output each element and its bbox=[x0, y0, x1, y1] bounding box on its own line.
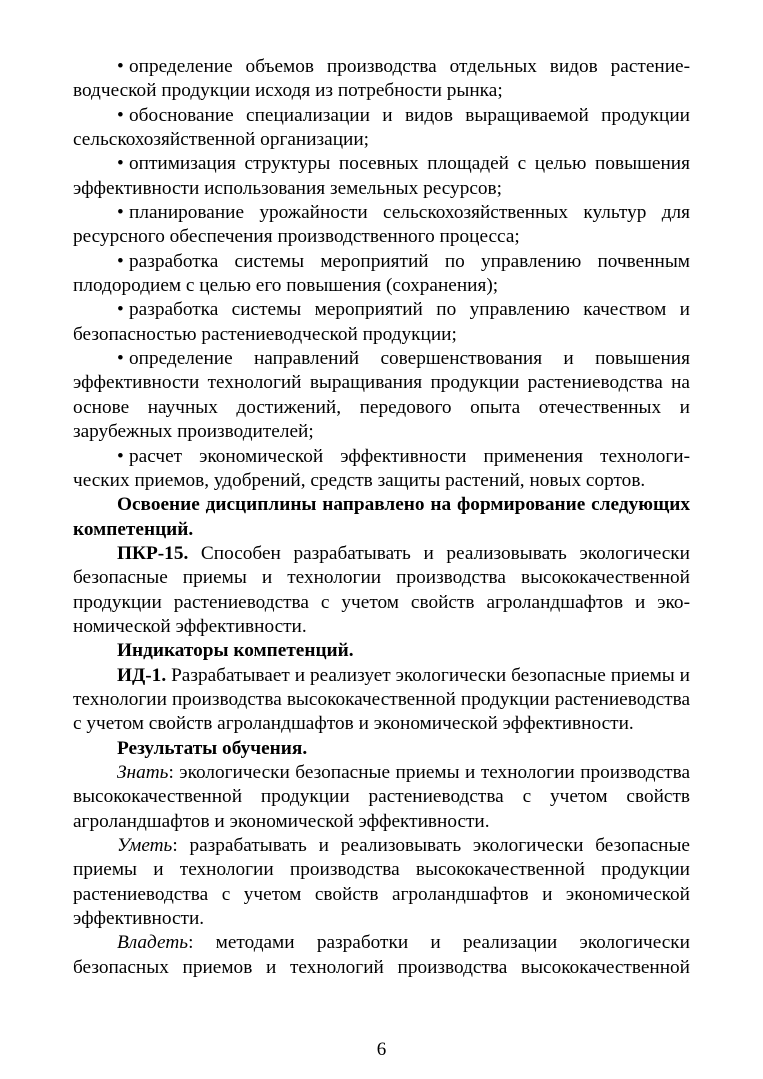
can-text: : разрабатывать и реализовывать экологически безопасные приемы и технологии производства высококачественной продукции растениеводства с учетом свойств агроландшафтов и экономической эффективности. bbox=[73, 835, 690, 930]
bullet-item-3 bbox=[73, 152, 690, 201]
pkr-code: ПКР-15. bbox=[117, 542, 189, 564]
bullet-text: обоснование специализации и видов выращиваемой продукции сельскохозяйственной организации; bbox=[73, 104, 690, 151]
bullet-text: планирование урожайности сельскохозяйственных культур для ресурсного обеспечения производственного процесса; bbox=[73, 202, 690, 248]
bullet-text: разработка системы мероприятий по управлению почвенным плодородием с целью его повышения (сохранения); bbox=[73, 250, 690, 297]
know-label: Знать bbox=[117, 761, 169, 783]
own-label: Владеть bbox=[117, 932, 189, 954]
bullet-text: оптимизация структуры посевных площадей с целью повышения эффективности использования земельных ресурсов; bbox=[73, 153, 690, 199]
bullet-item-1 bbox=[73, 55, 690, 104]
page-number: 6 bbox=[376, 1039, 387, 1060]
pkr-text: Способен разрабатывать и реализовывать экологически безопасные приемы и технологии производства высококачественной продукции растениеводства с учетом свойств агроландшафтов и экономической эффективности. bbox=[73, 542, 690, 637]
id1-code: ИД-1. bbox=[117, 664, 167, 686]
own-text: : методами разработки и реализации экологически безопасных приемов и технологий производства высококачественной bbox=[73, 932, 690, 978]
bullet-icon: • bbox=[117, 153, 124, 175]
bullet-item-4 bbox=[73, 201, 690, 250]
bullet-text: определение направлений совершенствования и повышения эффективности технологий выращивания продукции растениеводства на основе научных достижений, передового опыта отечественных и зарубежных производителей; bbox=[73, 348, 690, 443]
bullet-item-2 bbox=[73, 104, 690, 153]
bullet-item-8 bbox=[73, 445, 690, 494]
page-body bbox=[73, 55, 690, 980]
bullet-item-5 bbox=[73, 250, 690, 299]
bullet-item-7 bbox=[73, 347, 690, 444]
bullet-icon: • bbox=[117, 104, 124, 126]
pkr-competency bbox=[73, 542, 690, 639]
own-result bbox=[73, 931, 690, 980]
id1-indicator bbox=[73, 664, 690, 737]
results-heading: Результаты обучения. bbox=[117, 737, 308, 759]
bullet-item-6 bbox=[73, 298, 690, 347]
id1-text: Разрабатывает и реализует экологически безопасные приемы и технологии производства высококачественной продукции растениеводства с учетом свойств агроландшафтов и экономической эффективности. bbox=[73, 664, 690, 735]
know-text: : экологически безопасные приемы и технологии производства высококачественной продукции растениеводства с учетом свойств агроландшафтов и экономической эффективности. bbox=[73, 761, 690, 832]
bullet-icon: • bbox=[117, 250, 124, 272]
can-result bbox=[73, 834, 690, 931]
competencies-heading: Освоение дисциплины направлено на формирование следующих компетенций. bbox=[73, 494, 690, 540]
bullet-icon: • bbox=[117, 445, 124, 467]
indicators-heading: Индикаторы компетенций. bbox=[117, 640, 354, 662]
can-label: Уметь bbox=[117, 835, 173, 856]
bullet-icon: • bbox=[117, 56, 124, 77]
bullet-icon: • bbox=[117, 299, 124, 321]
bullet-icon: • bbox=[117, 348, 124, 370]
bullet-text: определение объемов производства отдельных видов растениеводческой продукции исходя из потребности рынка; bbox=[73, 56, 690, 102]
bullet-text: расчет экономической эффективности применения технологических приемов, удобрений, средств защиты растений, новых сортов. bbox=[73, 445, 690, 491]
know-result bbox=[73, 761, 690, 834]
bullet-text: разработка системы мероприятий по управлению качеством и безопасностью растениеводческой продукции; bbox=[73, 299, 690, 345]
bullet-icon: • bbox=[117, 202, 124, 224]
